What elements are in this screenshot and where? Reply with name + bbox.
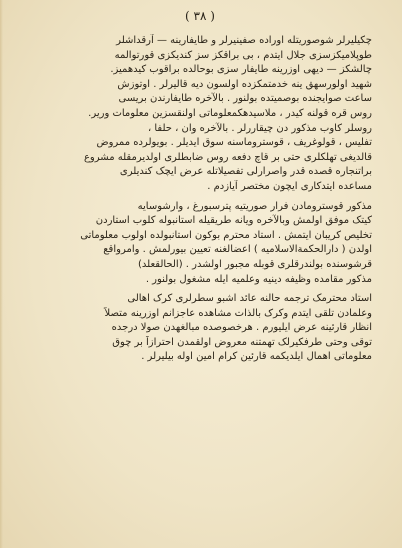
text-line: طوپلامیکزسزی جلال ایتدم ، بی براقکز سز کندیکزی قورتوالمه — [114, 49, 372, 61]
text-line: چکیلیرلر شوصوریتله اوراده صفینیرلر و طایفارینه — آرقداشلر — [116, 35, 372, 46]
text-line: مساعده ایتدکاری ایچون مختصر آیازدم . — [207, 180, 372, 192]
text-line: مذکور مقامده وظیفه دینیه وعلمیه ایله مشغول بولنور . — [145, 273, 372, 285]
text-line: معلوماتی اهمال ایلدیکمه قارئین کرام امین اوله بیلیرلر . — [141, 351, 372, 363]
page-edge — [0, 0, 3, 548]
text-line: استاد محترمک ترجمه حالنه عائد اشبو سطرلری کرک اهالی — [127, 293, 372, 305]
text-line: تخلیص کریبان ایتمش . استاد محترم بوکون استانبولده اولوب معلوماتی — [80, 229, 372, 241]
text-line: کیتک موفق اولمش وبالآخره ویانه طریقیله استانبوله کلوب استاردن — [95, 215, 372, 227]
paragraph-3 — [32, 292, 372, 365]
text-line: براتنجاره قصده قدر واصرارلی تفصیلاتله عرض ایچک کندیلری — [119, 166, 372, 178]
text-line: اولدن ( دارالحکمةالاسلامیه ) اعضالغنه تعیین بیورلمش . وامرواقع — [103, 244, 372, 256]
body-text — [32, 34, 372, 370]
text-line: توقی وحتی طرفکیرلک تهمتنه معروض اولقمدن احترازاً بر چوق — [112, 336, 372, 348]
text-line: ساعت صوایجنده بوصمیتده بولنور . بالآخره طایفارندن بریسی — [118, 93, 372, 105]
text-line: وعلمادن تلقی ایتدم وکرک بالذات مشاهده عاجزانم اوزرینه متصلاً — [104, 307, 372, 319]
text-line: تفلیس ، قولوغریف ، قوستروماسنه سوق ایدیلر . بویولرده ممروض — [96, 137, 372, 149]
paragraph-1 — [32, 34, 372, 195]
page-number: ( ٣٨ ) — [185, 9, 215, 23]
text-line: قالدیغی تهلکلری حتی بر قاچ دفعه روس ضابطلری اولدیرمقله مشروع — [83, 151, 372, 163]
text-line: قرشوسنده بولندرقلری قوبله مجبور اولشدر . (الحالقعلد) — [137, 258, 372, 270]
text-line: روس قره قولنه کیدر ، ملاسیدهکمعلوماتی اولنقسزین معلومات وریر. — [88, 107, 372, 119]
text-line: انظار قارئینه عرض ایلیورم . هرخصوصده مبالغهدن صولا درجده — [111, 322, 372, 334]
paragraph-2 — [32, 200, 372, 288]
text-line: روسلر کاوب مذکور دن چیقاررلر . بالآخره وان ، حلفا ، — [147, 122, 372, 134]
text-line: مذکور قوسترومادن فرار صوریتیه پترسبورغ ، وارشوسایه — [137, 200, 372, 212]
text-line: چالشکز — دیهی اوزرینه طایفار سزی بوحالده براقوب کیدهمیز. — [110, 64, 372, 76]
text-line: شهید اولورسهق ینه خدمتمکزده اولسون دیه قالیرلر . اوتوزش — [117, 78, 372, 90]
